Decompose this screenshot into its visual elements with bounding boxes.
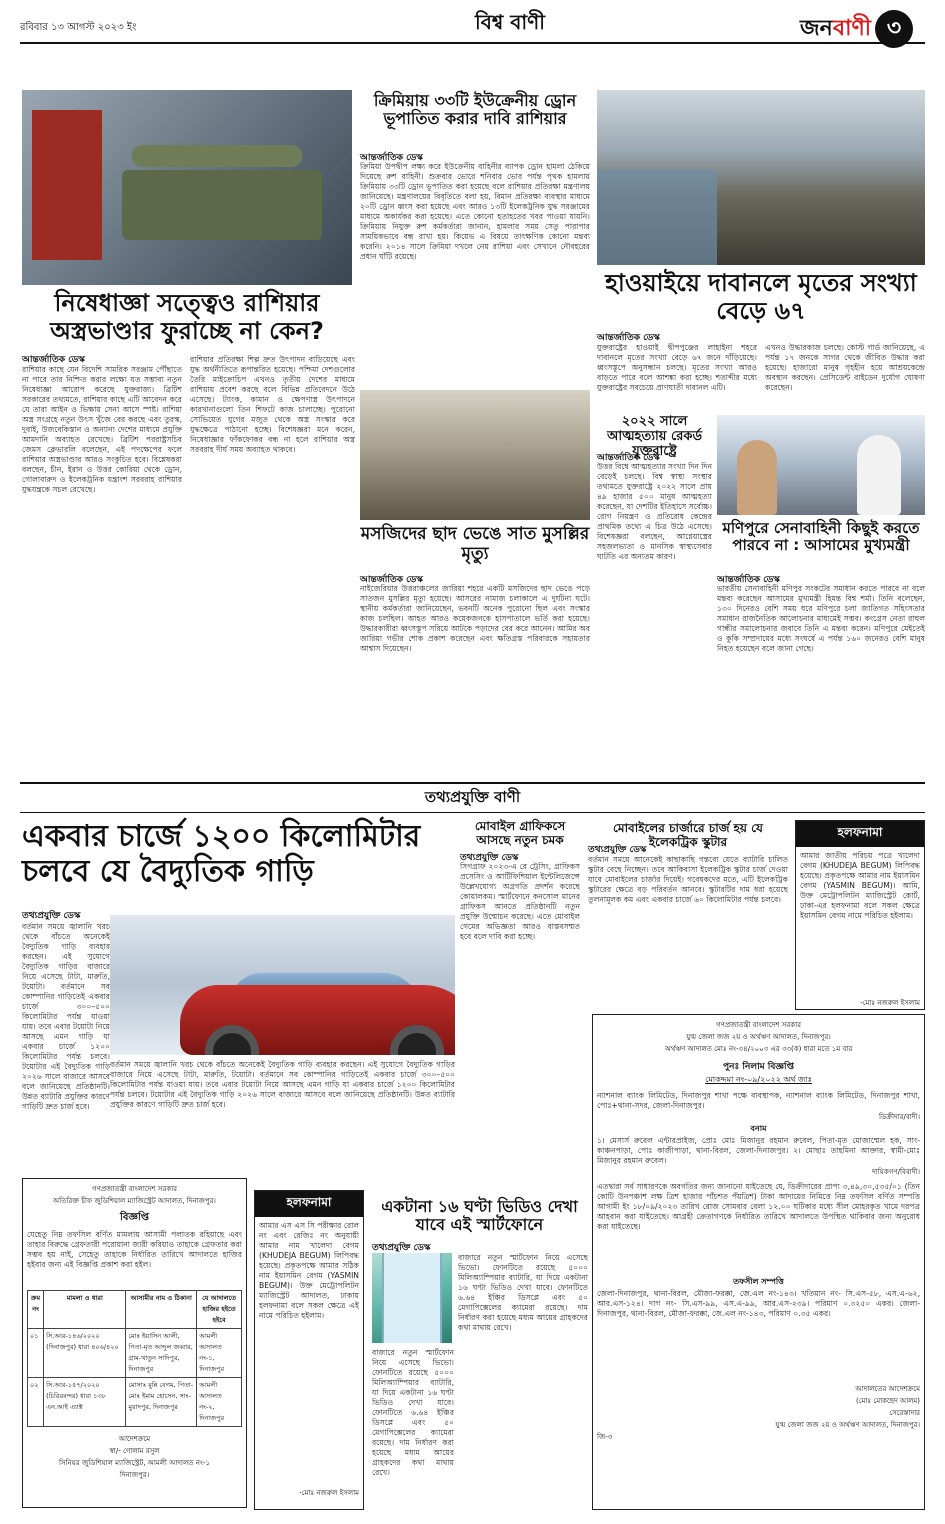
col-header: আসামীর নাম ও ঠিকানা <box>126 1291 197 1329</box>
tender-sign-3: সেরেস্তাদার <box>889 1409 920 1418</box>
mosque-body: নাইজেরিয়ার উত্তরাঞ্চলের জারিয়া শহরে একটি মসজিদের ছাদ ভেঙে পড়ে সাতজন মুসল্লির মৃত্যু হয়েছে। আসরের নামাজ চলাকালে এ দুর্ঘটনা ঘটে। স্থানীয় কর্মকর্তারা জানিয়েছেন, ভবনটি অনেক পুরোনো ছিল এবং সংস্কার কাজ চলছিল। আহত আরও কয়েকজনকে হাসপাতালে ভর্তি করা হয়েছে। উদ্ধারকারীরা ধ্বংসস্তূপ সরিয়ে আটকে পড়াদের বের করে আনেন। আমির অব জারিয়া গভীর শোক প্রকাশ করেছেন এবং ক্ষতিগ্রস্ত পরিবারকে সহায়তার আশ্বাস দিয়েছেন। <box>360 584 590 654</box>
tender-sign-2: (মোঃ মোকছেদ আলম) <box>855 1397 920 1406</box>
affidavit-1-signature: -মোঃ নজরুল ইসলাম <box>860 999 920 1007</box>
mobile-graphics-headline: মোবাইল গ্রাফিকসে আসছে নতুন চমক <box>474 819 566 847</box>
tender-header-2: যুগ্ম জেলা জজ ২য় ও অর্থঋণ আদালত, দিনাজপুর। <box>686 1033 831 1041</box>
tender-versus: বনাম <box>750 1124 767 1134</box>
header-rule <box>20 42 925 44</box>
court-notice-table <box>27 1290 242 1427</box>
person-right-shape <box>857 435 901 515</box>
tender-plaintiff-role: ডিক্রীদার/বাদী। <box>878 1113 920 1122</box>
phone-photo <box>372 1253 452 1343</box>
tender-sign-4: যুগ্ম জেলা জজ ২য় ও অর্থঋণ আদালত, দিনাজপুর। <box>775 1421 920 1430</box>
ev-body: বর্তমান সময়ে জ্বালানি খরচ থেকে বাঁচতে অনেকেই বৈদ্যুতিক গাড়ি ব্যবহার করছেন। এই সুযোগে বৈদ্যুতিক গাড়ির বাজারে নিয়ে এসেছে টাটা, মারুতি, টয়োটা। বর্তমানে সব কোম্পানির গাড়িতেই একবার চার্জে ৩০০–৫০০ কিলোমিটার পর্যন্ত যাওয়া যায়। তবে এবার টয়োটা নিয়ে আসছে এমন গাড়ি যা একবার চার্জে ১২০০ কিলোমিটার পর্যন্ত চলবে। টয়োটার এই বৈদ্যুতিক গাড়ি ২০২৬ সালে বাজারে আসবে বলে জানিয়েছে প্রতিষ্ঠানটি। উন্নত ব্যাটারি প্রযুক্তির কারণে গাড়িটি দ্রুত চার্জ হবে। <box>22 922 110 1112</box>
mosque-photo <box>360 390 590 520</box>
page-number: ৩ <box>875 10 913 48</box>
col-header: ক্রম নং <box>28 1291 44 1329</box>
affidavit-1-title: হলফনামা <box>796 821 924 847</box>
crimea-desk: আন্তর্জাতিক ডেস্ক <box>360 153 423 163</box>
ev-body-continued: বর্তমান সময়ে জ্বালানি খরচ থেকে বাঁচতে অনেকেই বৈদ্যুতিক গাড়ি ব্যবহার করছেন। এই সুযোগে বৈদ্যুতিক গাড়ির বাজারে নিয়ে এসেছে টাটা, মারুতি, টয়োটা। বর্তমানে সব কোম্পানির গাড়িতেই একবার চার্জে ৩০০–৫০০ কিলোমিটার পর্যন্ত যাওয়া যায়। তবে এবার টয়োটা নিয়ে আসছে এমন গাড়ি যা একবার চার্জে ১২০০ কিলোমিটার পর্যন্ত চলবে। টয়োটার এই বৈদ্যুতিক গাড়ি ২০২৬ সালে বাজারে আসবে বলে জানিয়েছে প্রতিষ্ঠানটি। উন্নত ব্যাটারি প্রযুক্তির কারণে গাড়িটি দ্রুত চার্জ হবে। <box>110 1060 455 1110</box>
hawaii-headline: হাওয়াইয়ে দাবানলে মৃতের সংখ্যা বেড়ে ৬৭ <box>605 269 917 325</box>
affidavit-1-body: আমার জাতীয় পরিচয় পত্রে খালেদা বেগম (KHUDEJA BEGUM) লিপিবদ্ধ হয়েছে। প্রকৃতপক্ষে আমার নাম ইয়াসমিন বেগম (YASMIN BEGUM)। আমি, উক্ত মেট্রোপলিটন ম্যাজিস্ট্রেট কোর্ট, ঢাকা-এর হলফনামা বলে সকল ক্ষেত্রে ইয়াসমিন বেগম নামে পরিচিত হইলাম। <box>800 851 920 921</box>
crimea-body: ক্রিমিয়া উপদ্বীপ লক্ষ্য করে ইউক্রেনীয় বাহিনীর ব্যাপক ড্রোন হামলা ঠেকিয়ে দিয়েছে রুশ বাহিনী। শুক্রবার ভোরে শনিবার ভোর পর্যন্ত পৃথক হামলায় ক্রিমিয়ায় ৩৩টি ড্রোন ভূপাতিত করা হয়েছে বলে রাশিয়ার প্রতিরক্ষা মন্ত্রণালয় জানিয়েছে। মন্ত্রণালয়ের বিবৃতিতে বলা হয়, বিমান প্রতিরক্ষা ব্যবস্থার মাধ্যমে ২০টি ড্রোন ধ্বংস করা হয়েছে এবং আরও ১৩টি ইলেকট্রনিক যুদ্ধ সরঞ্জামের মাধ্যমে অকার্যকর করা হয়েছে। এতে কোনো হতাহতের খবর পাওয়া যায়নি। ক্রিমিয়ায় নিযুক্ত রুশ কর্মকর্তারা জানান, হামলার সময় সেতু পারাপার সাময়িকভাবে বন্ধ রাখা হয়। কিয়েভ এ বিষয়ে তাৎক্ষণিক কোনো মন্তব্য করেনি। ২০১৪ সালে ক্রিমিয়া দখলে নেয় রাশিয়া এবং সেখানে নৌবহরের প্রধান ঘাঁটি রয়েছে। <box>360 162 590 262</box>
tender-body: এতদ্বারা সর্ব সাধারণকে অবগতির জন্য জানানো যাইতেছে যে, ডিক্রীদারের প্রাপ্য ৩,৪৯,৩০,৫৩৫/০১ (তিন কোটি উনপঞ্চাশ লক্ষ ত্রিশ হাজার পাঁচশত পঁয়ত্রিশ) টাকা আদায়ের নিমিত্তে নিম্ন তফসিল বর্ণিত সম্পত্তি আগামী ইং ১৮/০৯/২০২৩ তারিখ রোজ সোমবার বেলা ১২.০০ ঘটিকার মধ্যে সীল মোহরকৃত খামে দরপত্র আহবান করা যাইতেছে। আগ্রহী ক্রেতাগণকে নির্ধারিত তারিখে আদালতে উপস্থিত থাকিবার জন্য অনুরোধ করা যাইতেছে। <box>597 1182 920 1232</box>
charger-scooter-desk: তথ্যপ্রযুক্তি ডেস্ক <box>588 845 647 855</box>
col-header: মামলা ও ধারা <box>44 1291 126 1329</box>
tender-schedule-title: তফসীল সম্পত্তি <box>733 1277 784 1287</box>
tender-schedule: জেলা-দিনাজপুর, থানা-বিরল, মৌজা-ফরক্কা, জে.এল নং-১৪৩। খতিয়ান নং- সি.এস-৫৮, এস.এ-৬২, আর.এস-১২৪। দাগ নং- সি.এস-৯৯, এস.এ-৯৯, আর.এস-২৩৯। পরিমাণ ০.৩২৫০ একর। জেলা-দিনাজপুর, থানা-বিরল, মৌজা-ফরক্কা, জে.এল নং-১৪৩, পরিমাণ ০.৩৫ একর। <box>597 1289 920 1319</box>
court-notice-sign-3: সিনিয়র জুডিশিয়াল ম্যাজিস্ট্রেট, আমলী আদালত নং-১ <box>58 1459 211 1467</box>
russia-missile-photo <box>22 90 352 285</box>
affidavit-2-signature: -মোঃ নজরুল ইসলাম <box>299 1489 359 1497</box>
table-cell: আমলী আদালত নং-২, দিনাজপুর <box>197 1378 242 1427</box>
logo-text: জনবাণী <box>800 15 872 41</box>
hawaii-body-2: এখনও উদ্ধারকাজ চলছে। কোস্ট গার্ড জানিয়েছে, এ পর্যন্ত ১৭ জনকে সাগর থেকে জীবিত উদ্ধার করা হয়েছে। হাজারো মানুষ গৃহহীন হয়ে আশ্রয়কেন্দ্রে অবস্থান করছেন। প্রেসিডেন্ট বাইডেন দুর্যোগ ঘোষণা করেছেন। <box>765 343 925 393</box>
court-notice-body: যেহেতু নিম্ন তফসিল বর্ণিত মামলায় আসামী পলাতক রহিয়াছে এবং তাহার বিরুদ্ধে গ্রেফতারী পরোয়ানা জারী করিয়াও তাহাকে গ্রেফতার করা সম্ভব হয় নাই, সেহেতু তাহাকে নির্ধারিত তারিখে আদালতে হাজির হইবার জন্য এই বিজ্ঞপ্তি প্রকাশ করা হইল। <box>27 1230 242 1270</box>
tender-defendant-role: দায়িকগণ/বিবাদী। <box>872 1168 920 1177</box>
table-cell: সি.আর-১৫৭/২০২০ (চিরিরবন্দর) ধারা ১৩৮ এন.আই এ্যাক্ট <box>44 1378 126 1427</box>
mobile-graphics-body: সিগগ্রাফ ২০২৩-এ রে ট্রেসিং, গ্রাফিকস প্রসেসিং ও আর্টিফিশিয়াল ইন্টেলিজেন্সে উল্লেখযোগ্য অগ্রগতি প্রদর্শন করেছে কোয়ালকম। স্মার্টফোনে কনসোল মানের গ্রাফিকস আনতে প্রতিষ্ঠানটি নতুন প্রযুক্তি উন্মোচন করেছে। এতে মোবাইল গেমের অভিজ্ঞতা আরও বাস্তবসম্মত হবে বলে দাবি করা হচ্ছে। <box>460 862 580 942</box>
tender-header-1: গণপ্রজাতন্ত্রী বাংলাদেশ সরকার <box>716 1021 801 1029</box>
charger-scooter-headline: মোবাইলের চার্জারে চার্জ হয় যে ইলেকট্রিক স্কুটার <box>613 821 763 849</box>
russia-arms-headline: নিষেধাজ্ঞা সত্ত্বেও রাশিয়ার অস্ত্রভাণ্ডার ফুরাচ্ছে না কেন? <box>50 289 324 345</box>
affidavit-2-box <box>254 1190 364 1510</box>
ev-desk: তথ্যপ্রযুক্তি ডেস্ক <box>22 911 81 921</box>
affidavit-1-box <box>795 820 925 1010</box>
tech-banner-rule <box>20 782 925 784</box>
affidavit-2-body: আমার এস এস সি পরীক্ষার রোল নং এবং রেজিঃ নং অনুযায়ী আমার নাম খালেদা বেগম (KHUDEJA BEGUM) লিপিবদ্ধ হয়েছে। প্রকৃতপক্ষে আমার সঠিক নাম ইয়াসমিন বেগম (YASMIN BEGUM)। উক্ত মেট্রোপলিটন ম্যাজিস্ট্রেট আদালত, ঢাকায় হলফনামা বলে সকল ক্ষেত্রে এই নামে পরিচিত হইলাম। <box>259 1221 359 1321</box>
manipur-desk: আন্তর্জাতিক ডেস্ক <box>717 575 780 585</box>
tender-title: পুনঃ নিলাম বিজ্ঞপ্তি <box>723 1062 794 1072</box>
charger-scooter-body: বর্তমান সময়ে আনেকেই কাছাকাছি গন্তব্যে যেতে ব্যাটারি চালিত স্কুটার বেছে নিচ্ছেন। তবে আকিবাসা ইলেকট্রিক স্কুটার চার্জ দেওয়া যাবে মোবাইলের চার্জার দিয়েই। গবেষকদের মতে, এটি ইলেকট্রিক স্কুটারের ক্ষেত্রে বড় পরিবর্তন আনবে। স্কুটারটির দাম ধরা হয়েছে তুলনামূলক কম এবং একবার চার্জে ৬০ কিলোমিটার পর্যন্ত চলবে। <box>588 855 788 905</box>
table-cell: মোঃ ইয়াসিন আলী, পিতা-মৃত আব্দুল জব্বার, গ্রাম-খাতুন সাদিপুর, দিনাজপুর <box>126 1329 197 1378</box>
table-cell: ০১ <box>28 1329 44 1378</box>
table-cell: মোসাঃ মুন্নি বেগম, পিতা-মোঃ ইমাম হোসেন, সাং-মুরাদপুর, দিনাজপুর <box>126 1378 197 1427</box>
table-cell: আমলী আদালত নং-১, দিনাজপুর <box>197 1329 242 1378</box>
tender-footer-code: জি-৩ <box>597 1433 613 1442</box>
court-notice <box>22 1178 247 1508</box>
affidavit-2-title: হলফনামা <box>255 1191 363 1217</box>
hawaii-desk: আন্তর্জাতিক ডেস্ক <box>597 333 660 343</box>
hawaii-body-1: যুক্তরাষ্ট্রের হাওয়াই দ্বীপপুঞ্জের লাহাইনা শহরে দাবানলে মৃতের সংখ্যা বেড়ে ৬৭ জনে দাঁড়িয়েছে। ধ্বংসস্তূপে অনুসন্ধান চলছে। মৃতের সংখ্যা আরও বাড়তে পারে বলে আশঙ্কা করা হচ্ছে। শতাব্দীর মধ্যে যুক্তরাষ্ট্রের সবচেয়ে প্রাণঘাতী দাবানল এটি। <box>597 343 757 393</box>
ev-car-photo <box>110 915 455 1055</box>
table-cell: সি.আর-১৪৬/২০২০ (দিনাজপুর) ধারা ৪০৬/৪২০ <box>44 1329 126 1378</box>
mobile-graphics-desk: তথ্যপ্রযুক্তি ডেস্ক <box>460 853 519 863</box>
court-notice-table-header <box>28 1291 242 1329</box>
tech-banner: তথ্যপ্রযুক্তি বাণী <box>424 788 521 806</box>
suicide-headline: ২০২২ সালে আত্মহত্যায় রেকর্ড যুক্তরাষ্ট্রে <box>606 414 703 459</box>
phone-video-body-continued: বাজারে নতুন স্মার্টফোন নিয়ে এসেছে ভিভো। ফোনটিতে রয়েছে ৫০০০ মিলিঅ্যাম্পিয়ার ব্যাটারি, যা দিয়ে একটানা ১৬ ঘণ্টা ভিডিও দেখা যাবে। ফোনটিতে ৬.৬৪ ইঞ্চির ডিসপ্লে এবং ৫০ মেগাপিক্সেলের ক্যামেরা রয়েছে। দাম নির্ধারণ করা হয়েছে মধ্যম আয়ের গ্রাহকদের কথা মাথায় রেখে। <box>372 1348 454 1478</box>
tender-notice <box>592 1014 925 1510</box>
ocean-shape <box>597 170 717 265</box>
kremlin-tower-shape <box>32 110 102 260</box>
court-notice-sign-2: স্বা/- গোলাম রসুল <box>109 1447 160 1455</box>
section-title: বিশ্ব বাণী <box>475 10 545 34</box>
phone-body-shape <box>382 1253 442 1343</box>
russia-arms-body-1: রাশিয়ার কাছে যেন বিদেশি সামরিক সরঞ্জাম পৌঁছাতে না পারে তার নিশ্চিত করার লক্ষ্যে যত সম্ভাব্য নতুন নিষেধাজ্ঞা আরোপ করেছে যুক্তরাজ্য। ব্রিটিশ সরকারের তথ্যমতে, রাশিয়ার কাছে এটি আবেদন করে যে তারা আইন ও ভিক্ষায় সেনা আসে স্পষ্ট। রাশিয়া অস্ত্র সংগ্রহে নতুন উৎস খুঁজে বের করছে এবং তুরস্ক, দুবাই, উজবেকিস্তান ও অন্যান্য দেশের মাধ্যমে প্রযুক্তি আমদানি অব্যাহত রেখেছে। ব্রিটিশ পররাষ্ট্রসচিব জেমস ক্লেভারলি বলেছেন, এই পদক্ষেপের ফলে রাশিয়ার অস্ত্রভাণ্ডার আরও সংকুচিত হবে। বিশ্লেষকরা বলছেন, চীন, ইরান ও উত্তর কোরিয়া থেকে ড্রোন, গোলাবারুদ ও ইলেকট্রনিক যন্ত্রাংশ সরবরাহ রাশিয়ার যুদ্ধযন্ত্রকে সচল রেখেছে। <box>22 365 182 495</box>
court-notice-header-1: গণপ্রজাতন্ত্রী বাংলাদেশ সরকার <box>92 1185 177 1193</box>
phone-video-headline: একটানা ১৬ ঘণ্টা ভিডিও দেখা যাবে এই স্মার্টফোনে <box>381 1197 578 1235</box>
phone-video-body: বাজারে নতুন স্মার্টফোন নিয়ে এসেছে ভিভো। ফোনটিতে রয়েছে ৫০০০ মিলিঅ্যাম্পিয়ার ব্যাটারি, যা দিয়ে একটানা ১৬ ঘণ্টা ভিডিও দেখা যাবে। ফোনটিতে ৬.৬৪ ইঞ্চির ডিসপ্লে এবং ৫০ মেগাপিক্সেলের ক্যামেরা রয়েছে। দাম নির্ধারণ করা হয়েছে মধ্যম আয়ের গ্রাহকদের কথা মাথায় রেখে। <box>458 1253 588 1333</box>
person-left-shape <box>737 440 777 515</box>
tender-header-3: অর্থঋণ আদালত মোঃ নং-৩৪/২০০৩ এর ৩৩(ক) ধারা মতে ১ম বার <box>664 1045 853 1053</box>
ev-headline: একবার চার্জে ১২০০ কিলোমিটার চলবে যে বৈদ্যুতিক গাড়ি <box>22 819 421 889</box>
tender-defendants: ১। মেসার্স রুবেল এন্টারপ্রাইজ, প্রোঃ মোঃ মিজানুর রহমান রুবেল, পিতা-মৃত মোজাম্মেল হক, সাং-কাঞ্চনপাড়া, পোঃ কাজীপাড়া, থানা-বিরল, জেলা-দিনাজপুর। ২। মোছাঃ তাহমিনা আক্তার, স্বামী-মোঃ মিজানুর রহমান রুবেল। <box>597 1136 920 1166</box>
politicians-photo <box>717 415 925 515</box>
table-row <box>28 1378 242 1427</box>
manipur-headline: মণিপুরে সেনাবাহিনী কিছুই করতে পারবে না : আসামের মুখ্যমন্ত্রী <box>722 519 920 555</box>
mosque-headline: মসজিদের ছাদ ভেঙে সাত মুসল্লির মৃত্যু <box>360 524 590 564</box>
missile-truck-shape <box>122 170 322 240</box>
table-row <box>28 1329 242 1378</box>
court-notice-sign-1: আদেশক্রমে <box>118 1435 151 1443</box>
suicide-body: উত্তর বিশ্বে আত্মহত্যার সংখ্যা দিন দিন বেড়েই চলছে। বিশ্ব স্বাস্থ্য সংস্থার তথ্যমতে যুক্তরাষ্ট্রে ২০২২ সালে প্রায় ৪৯ হাজার ৫০০ মানুষ আত্মহত্যা করেছেন, যা দেশটির ইতিহাসে সর্বোচ্চ। রোগ নিয়ন্ত্রণ ও প্রতিরোধ কেন্দ্রের প্রাথমিক তথ্যে এ চিত্র উঠে এসেছে। বিশেষজ্ঞরা বলছেন, আগ্নেয়াস্ত্রের সহজলভ্যতা ও মানসিক স্বাস্থ্যসেবার ঘাটতি এর অন্যতম কারণ। <box>597 462 712 562</box>
russia-arms-desk: আন্তর্জাতিক ডেস্ক <box>22 355 85 365</box>
manipur-body: ভারতীয় সেনাবাহিনী মণিপুর সংকটের সমাধান করতে পারবে না বলে মন্তব্য করেছেন আসামের মুখ্যমন্ত্রী হিমন্ত বিশ্ব শর্মা। তিনি বলেছেন, ১৩০ দিনেরও বেশি সময় ধরে মণিপুরে চলা জাতিগত সহিংসতার সমাধান রাজনৈতিক আলোচনার মাধ্যমেই সম্ভব। কংগ্রেস নেতা রাহুল গান্ধীর সমালোচনার জবাবে তিনি এ মন্তব্য করেন। মণিপুরে মেইতেই ও কুকি সম্প্রদায়ের মধ্যে সংঘর্ষে এ পর্যন্ত ১৬০ জনেরও বেশি মানুষ নিহত হয়েছেন বলে জানা গেছে। <box>717 584 925 654</box>
suicide-desk: আন্তর্জাতিক ডেস্ক <box>597 453 660 463</box>
tech-banner-rule-bottom <box>20 812 925 813</box>
phone-video-desk: তথ্যপ্রযুক্তি ডেস্ক <box>372 1243 431 1253</box>
crimea-headline: ক্রিমিয়ায় ৩৩টি ইউক্রেনীয় ড্রোন ভূপাতিত করার দাবি রাশিয়ার <box>373 91 577 129</box>
court-notice-sign-4: দিনাজপুর। <box>119 1471 150 1479</box>
missile-tube-shape <box>132 145 302 167</box>
court-notice-header-2: অতিরিক্ত চীফ জুডিশিয়াল ম্যাজিস্ট্রেট আদালত, দিনাজপুর। <box>53 1197 216 1205</box>
russia-arms-body-2: রাশিয়ার প্রতিরক্ষা শিল্প দ্রুত উৎপাদন বাড়িয়েছে এবং যুদ্ধ অর্থনীতিতে রূপান্তরিত হয়েছে। পশ্চিমা দেশগুলোর তৈরি মাইক্রোচিপ এখনও তৃতীয় দেশের মাধ্যমে রাশিয়ায় প্রবেশ করছে বলে বিভিন্ন প্রতিবেদনে উঠে এসেছে। ট্যাংক, কামান ও ক্ষেপণাস্ত্র উৎপাদনে কারখানাগুলো তিন শিফটে কাজ চালাচ্ছে। পুরোনো সোভিয়েত যুগের মজুত থেকে অস্ত্র সংস্কার করে যুদ্ধক্ষেত্রে পাঠানো হচ্ছে। বিশেষজ্ঞরা মনে করেন, নিষেধাজ্ঞার ফাঁকফোকর বন্ধ না হলে রাশিয়ার অস্ত্র সরবরাহ দীর্ঘ সময় অব্যাহত থাকবে। <box>190 355 355 455</box>
issue-date: রবিবার ১৩ আগস্ট ২০২৩ ইং <box>20 22 137 33</box>
court-notice-title: বিজ্ঞপ্তি <box>119 1212 150 1223</box>
tender-case-no: মোকদ্দমা নং-০৯/২০২২ অর্থ জাঃ <box>705 1075 812 1084</box>
tender-sign-1: আদালতের আদেশক্রমে <box>855 1385 920 1394</box>
tender-plaintiff: ন্যাশনাল ব্যাংক লিমিটেড, দিনাজপুর শাখা পক্ষে ব্যবস্থাপক, ন্যাশনাল ব্যাংক লিমিটেড, দিনাজপুর শাখা, পোঃ+থানা-সদর, জেলা-দিনাজপুর। <box>597 1091 920 1111</box>
hawaii-fire-photo <box>597 90 925 265</box>
table-cell: ০২ <box>28 1378 44 1427</box>
mosque-desk: আন্তর্জাতিক ডেস্ক <box>360 575 423 585</box>
col-header: যে আদালতে হাজির হইতে হইবে <box>197 1291 242 1329</box>
